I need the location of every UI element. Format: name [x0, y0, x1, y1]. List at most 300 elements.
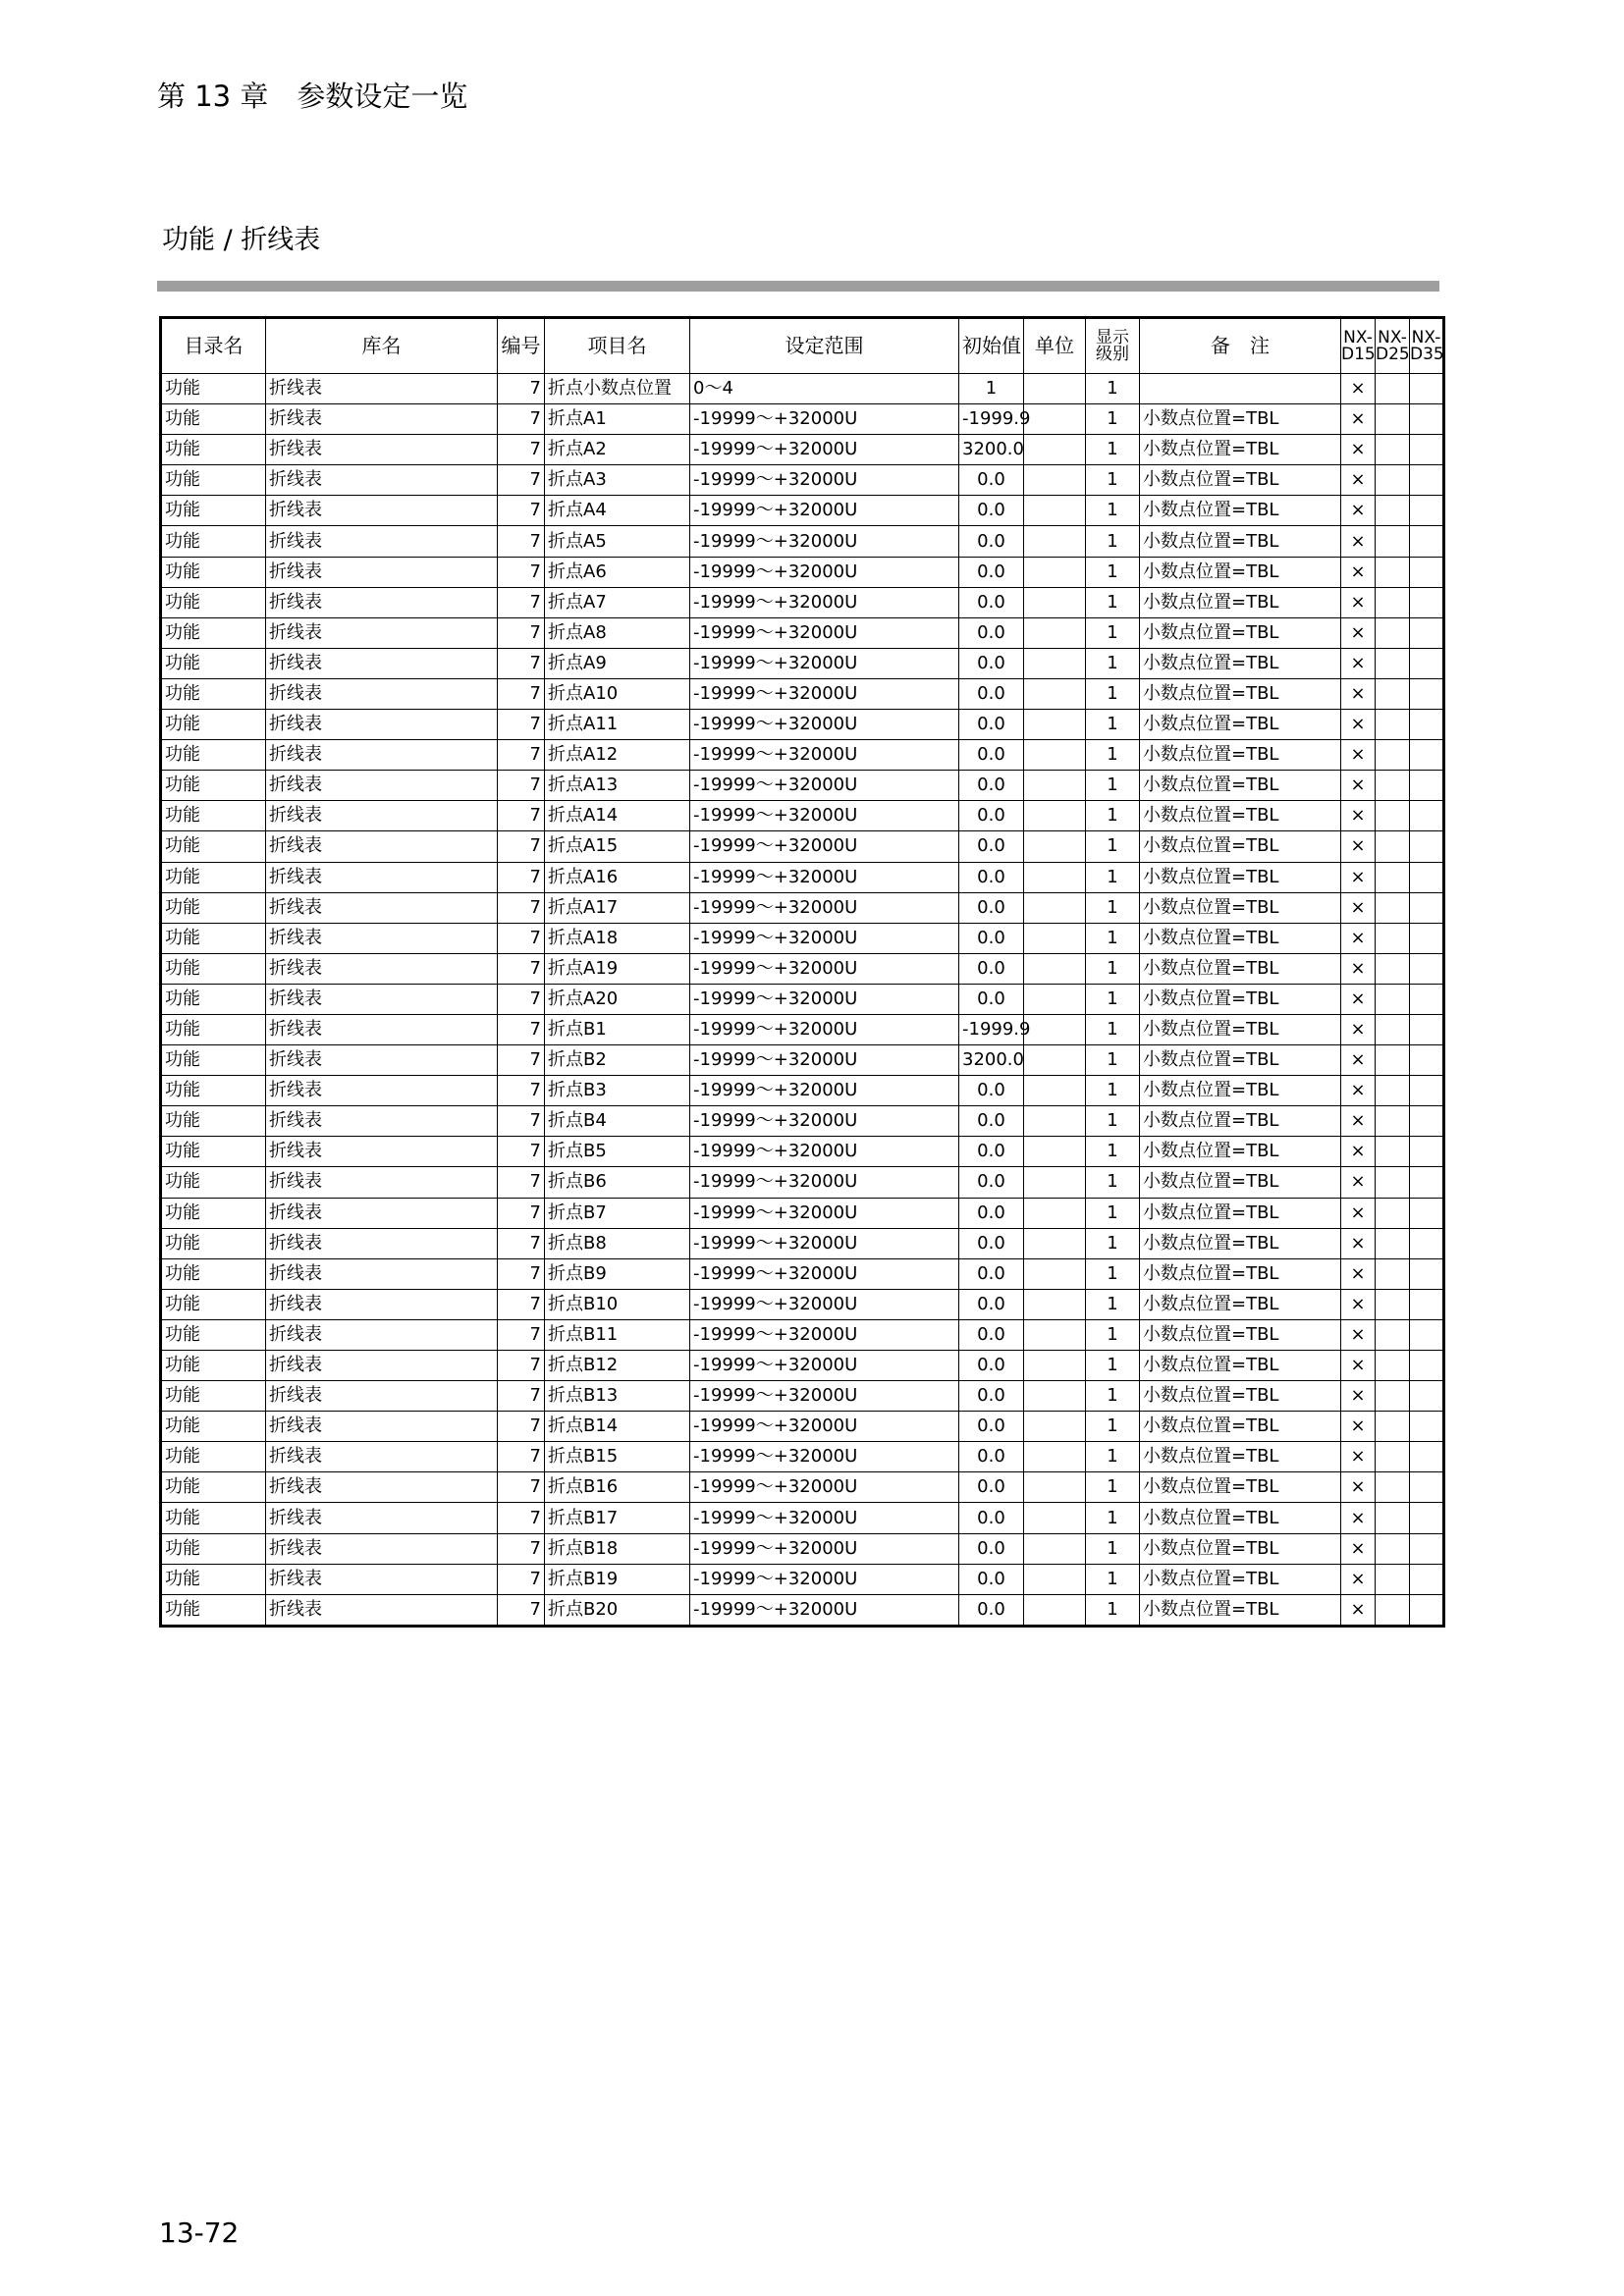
- cell-unit: [1024, 1533, 1086, 1564]
- cell-unit: [1024, 587, 1086, 617]
- cell-nx-d15: ×: [1341, 1076, 1376, 1106]
- cell-nx-d35: [1410, 465, 1444, 496]
- cell-nx-d35: [1410, 1564, 1444, 1594]
- cell-remarks: 小数点位置=TBL: [1140, 1014, 1341, 1044]
- cell-nx-d35: [1410, 1289, 1444, 1319]
- cell-remarks: 小数点位置=TBL: [1140, 1106, 1341, 1137]
- cell-item: 折点A5: [545, 526, 690, 557]
- cell-catalog: 功能: [161, 1014, 266, 1044]
- cell-unit: [1024, 1076, 1086, 1106]
- cell-nx-d35: [1410, 678, 1444, 709]
- cell-unit: [1024, 404, 1086, 435]
- cell-nx-d35: [1410, 953, 1444, 984]
- cell-nx-d35: [1410, 1014, 1444, 1044]
- cell-item: 折点A11: [545, 710, 690, 740]
- table-row: [161, 801, 1444, 831]
- cell-initial: 0.0: [959, 1351, 1024, 1381]
- cell-range: -19999～+32000U: [690, 435, 959, 465]
- cell-remarks: 小数点位置=TBL: [1140, 1442, 1341, 1472]
- cell-item: 折点B1: [545, 1014, 690, 1044]
- cell-nx-d15: ×: [1341, 1198, 1376, 1228]
- cell-number: 7: [498, 1167, 545, 1198]
- cell-nx-d25: [1376, 1442, 1410, 1472]
- cell-display-level: 1: [1086, 374, 1140, 404]
- cell-item: 折点B8: [545, 1228, 690, 1258]
- cell-nx-d15: ×: [1341, 1319, 1376, 1350]
- cell-unit: [1024, 710, 1086, 740]
- cell-item: 折点B7: [545, 1198, 690, 1228]
- cell-number: 7: [498, 404, 545, 435]
- cell-nx-d15: ×: [1341, 1014, 1376, 1044]
- cell-catalog: 功能: [161, 801, 266, 831]
- cell-nx-d15: ×: [1341, 892, 1376, 923]
- cell-display-level: 1: [1086, 1045, 1140, 1076]
- cell-nx-d35: [1410, 1503, 1444, 1533]
- table-row: [161, 1167, 1444, 1198]
- cell-initial: 0.0: [959, 710, 1024, 740]
- cell-nx-d25: [1376, 1228, 1410, 1258]
- cell-catalog: 功能: [161, 740, 266, 771]
- cell-number: 7: [498, 496, 545, 526]
- cell-display-level: 1: [1086, 1442, 1140, 1472]
- cell-catalog: 功能: [161, 557, 266, 587]
- cell-item: 折点A10: [545, 678, 690, 709]
- table-row: [161, 678, 1444, 709]
- cell-number: 7: [498, 953, 545, 984]
- cell-nx-d25: [1376, 923, 1410, 953]
- cell-item: 折点A3: [545, 465, 690, 496]
- cell-unit: [1024, 862, 1086, 892]
- table-row: [161, 892, 1444, 923]
- cell-initial: 0.0: [959, 1594, 1024, 1626]
- cell-nx-d35: [1410, 1258, 1444, 1289]
- cell-catalog: 功能: [161, 1076, 266, 1106]
- cell-unit: [1024, 617, 1086, 648]
- cell-item: 折点B11: [545, 1319, 690, 1350]
- cell-unit: [1024, 557, 1086, 587]
- cell-number: 7: [498, 1106, 545, 1137]
- cell-display-level: 1: [1086, 1014, 1140, 1044]
- cell-item: 折点A6: [545, 557, 690, 587]
- cell-remarks: 小数点位置=TBL: [1140, 710, 1341, 740]
- table-row: [161, 953, 1444, 984]
- cell-item: 折点A19: [545, 953, 690, 984]
- cell-range: -19999～+32000U: [690, 892, 959, 923]
- cell-range: -19999～+32000U: [690, 587, 959, 617]
- cell-number: 7: [498, 710, 545, 740]
- cell-nx-d35: [1410, 1381, 1444, 1412]
- cell-unit: [1024, 374, 1086, 404]
- cell-remarks: [1140, 374, 1341, 404]
- cell-catalog: 功能: [161, 587, 266, 617]
- cell-item: 折点A12: [545, 740, 690, 771]
- cell-display-level: 1: [1086, 1381, 1140, 1412]
- cell-nx-d35: [1410, 710, 1444, 740]
- cell-range: -19999～+32000U: [690, 771, 959, 801]
- cell-catalog: 功能: [161, 404, 266, 435]
- cell-nx-d35: [1410, 374, 1444, 404]
- cell-catalog: 功能: [161, 892, 266, 923]
- cell-item: 折点A13: [545, 771, 690, 801]
- table-row: [161, 1351, 1444, 1381]
- cell-remarks: 小数点位置=TBL: [1140, 1258, 1341, 1289]
- cell-unit: [1024, 1106, 1086, 1137]
- cell-range: -19999～+32000U: [690, 1137, 959, 1167]
- cell-remarks: 小数点位置=TBL: [1140, 1319, 1341, 1350]
- cell-nx-d35: [1410, 1045, 1444, 1076]
- cell-initial: 0.0: [959, 526, 1024, 557]
- cell-number: 7: [498, 557, 545, 587]
- cell-nx-d25: [1376, 587, 1410, 617]
- cell-catalog: 功能: [161, 648, 266, 678]
- cell-nx-d35: [1410, 1228, 1444, 1258]
- cell-range: -19999～+32000U: [690, 1381, 959, 1412]
- cell-catalog: 功能: [161, 678, 266, 709]
- cell-nx-d35: [1410, 1412, 1444, 1442]
- cell-remarks: 小数点位置=TBL: [1140, 1137, 1341, 1167]
- col-header-nx-d25: NX- D25: [1376, 318, 1410, 374]
- cell-display-level: 1: [1086, 1258, 1140, 1289]
- cell-nx-d35: [1410, 892, 1444, 923]
- table-row: [161, 374, 1444, 404]
- cell-nx-d35: [1410, 831, 1444, 862]
- cell-unit: [1024, 1381, 1086, 1412]
- cell-library: 折线表: [266, 678, 498, 709]
- cell-display-level: 1: [1086, 1319, 1140, 1350]
- col-header-library: 库名: [266, 318, 498, 374]
- cell-range: -19999～+32000U: [690, 1594, 959, 1626]
- cell-initial: 1: [959, 374, 1024, 404]
- cell-initial: 0.0: [959, 617, 1024, 648]
- cell-range: -19999～+32000U: [690, 557, 959, 587]
- cell-unit: [1024, 1412, 1086, 1442]
- cell-range: -19999～+32000U: [690, 710, 959, 740]
- cell-remarks: 小数点位置=TBL: [1140, 862, 1341, 892]
- cell-nx-d15: ×: [1341, 557, 1376, 587]
- cell-library: 折线表: [266, 892, 498, 923]
- parameter-table: [159, 316, 1445, 1628]
- cell-display-level: 1: [1086, 404, 1140, 435]
- table-row: [161, 496, 1444, 526]
- cell-nx-d25: [1376, 1167, 1410, 1198]
- cell-library: 折线表: [266, 374, 498, 404]
- cell-nx-d15: ×: [1341, 1564, 1376, 1594]
- cell-nx-d15: ×: [1341, 1228, 1376, 1258]
- cell-library: 折线表: [266, 465, 498, 496]
- cell-range: -19999～+32000U: [690, 1167, 959, 1198]
- cell-initial: 0.0: [959, 923, 1024, 953]
- col-header-remarks: 备 注: [1140, 318, 1341, 374]
- cell-unit: [1024, 678, 1086, 709]
- cell-nx-d25: [1376, 404, 1410, 435]
- cell-nx-d15: ×: [1341, 801, 1376, 831]
- cell-nx-d15: ×: [1341, 526, 1376, 557]
- cell-catalog: 功能: [161, 374, 266, 404]
- cell-number: 7: [498, 923, 545, 953]
- cell-unit: [1024, 1442, 1086, 1472]
- cell-unit: [1024, 1289, 1086, 1319]
- cell-catalog: 功能: [161, 1045, 266, 1076]
- cell-number: 7: [498, 648, 545, 678]
- cell-item: 折点B16: [545, 1472, 690, 1503]
- cell-unit: [1024, 1594, 1086, 1626]
- cell-nx-d25: [1376, 1045, 1410, 1076]
- cell-nx-d35: [1410, 771, 1444, 801]
- cell-catalog: 功能: [161, 1258, 266, 1289]
- cell-library: 折线表: [266, 1289, 498, 1319]
- cell-unit: [1024, 740, 1086, 771]
- cell-nx-d35: [1410, 1351, 1444, 1381]
- cell-unit: [1024, 1472, 1086, 1503]
- cell-library: 折线表: [266, 526, 498, 557]
- cell-library: 折线表: [266, 862, 498, 892]
- cell-remarks: 小数点位置=TBL: [1140, 984, 1341, 1014]
- cell-number: 7: [498, 526, 545, 557]
- cell-initial: 0.0: [959, 1167, 1024, 1198]
- cell-unit: [1024, 1167, 1086, 1198]
- cell-item: 折点A20: [545, 984, 690, 1014]
- cell-remarks: 小数点位置=TBL: [1140, 1076, 1341, 1106]
- cell-range: -19999～+32000U: [690, 831, 959, 862]
- cell-nx-d25: [1376, 1472, 1410, 1503]
- table-row: [161, 862, 1444, 892]
- cell-catalog: 功能: [161, 617, 266, 648]
- cell-item: 折点A1: [545, 404, 690, 435]
- table-row: [161, 404, 1444, 435]
- table-row: [161, 923, 1444, 953]
- table-row: [161, 1045, 1444, 1076]
- cell-range: -19999～+32000U: [690, 648, 959, 678]
- cell-catalog: 功能: [161, 1442, 266, 1472]
- cell-display-level: 1: [1086, 435, 1140, 465]
- cell-initial: 0.0: [959, 1442, 1024, 1472]
- cell-catalog: 功能: [161, 1137, 266, 1167]
- cell-catalog: 功能: [161, 1564, 266, 1594]
- table-row: [161, 1289, 1444, 1319]
- cell-item: 折点B17: [545, 1503, 690, 1533]
- cell-unit: [1024, 1258, 1086, 1289]
- table-row: [161, 617, 1444, 648]
- cell-display-level: 1: [1086, 1351, 1140, 1381]
- cell-library: 折线表: [266, 740, 498, 771]
- cell-remarks: 小数点位置=TBL: [1140, 1412, 1341, 1442]
- cell-number: 7: [498, 1351, 545, 1381]
- cell-nx-d25: [1376, 1594, 1410, 1626]
- cell-initial: 0.0: [959, 678, 1024, 709]
- cell-nx-d15: ×: [1341, 1503, 1376, 1533]
- cell-nx-d25: [1376, 678, 1410, 709]
- cell-library: 折线表: [266, 1381, 498, 1412]
- table-row: [161, 1106, 1444, 1137]
- cell-nx-d35: [1410, 1167, 1444, 1198]
- cell-unit: [1024, 892, 1086, 923]
- cell-nx-d25: [1376, 435, 1410, 465]
- cell-number: 7: [498, 1381, 545, 1412]
- cell-item: 折点B5: [545, 1137, 690, 1167]
- cell-unit: [1024, 1564, 1086, 1594]
- cell-range: 0～4: [690, 374, 959, 404]
- section-divider: [157, 281, 1439, 292]
- cell-unit: [1024, 1319, 1086, 1350]
- cell-initial: 0.0: [959, 1381, 1024, 1412]
- cell-library: 折线表: [266, 1076, 498, 1106]
- cell-remarks: 小数点位置=TBL: [1140, 1381, 1341, 1412]
- cell-unit: [1024, 1014, 1086, 1044]
- cell-item: 折点小数点位置: [545, 374, 690, 404]
- cell-initial: 0.0: [959, 1137, 1024, 1167]
- cell-library: 折线表: [266, 953, 498, 984]
- col-header-item: 项目名: [545, 318, 690, 374]
- cell-display-level: 1: [1086, 678, 1140, 709]
- cell-range: -19999～+32000U: [690, 801, 959, 831]
- cell-remarks: 小数点位置=TBL: [1140, 435, 1341, 465]
- cell-unit: [1024, 1228, 1086, 1258]
- cell-display-level: 1: [1086, 648, 1140, 678]
- cell-range: -19999～+32000U: [690, 923, 959, 953]
- table-row: [161, 1412, 1444, 1442]
- cell-nx-d15: ×: [1341, 648, 1376, 678]
- cell-initial: 0.0: [959, 953, 1024, 984]
- cell-nx-d25: [1376, 526, 1410, 557]
- cell-library: 折线表: [266, 1442, 498, 1472]
- cell-item: 折点B9: [545, 1258, 690, 1289]
- table-row: [161, 1137, 1444, 1167]
- cell-library: 折线表: [266, 923, 498, 953]
- cell-display-level: 1: [1086, 557, 1140, 587]
- cell-nx-d25: [1376, 1351, 1410, 1381]
- cell-library: 折线表: [266, 1045, 498, 1076]
- table-row: [161, 465, 1444, 496]
- cell-range: -19999～+32000U: [690, 1503, 959, 1533]
- cell-remarks: 小数点位置=TBL: [1140, 557, 1341, 587]
- cell-initial: 0.0: [959, 648, 1024, 678]
- cell-remarks: 小数点位置=TBL: [1140, 587, 1341, 617]
- cell-nx-d25: [1376, 831, 1410, 862]
- cell-unit: [1024, 1137, 1086, 1167]
- cell-nx-d15: ×: [1341, 617, 1376, 648]
- cell-display-level: 1: [1086, 801, 1140, 831]
- cell-nx-d15: ×: [1341, 923, 1376, 953]
- cell-nx-d15: ×: [1341, 1442, 1376, 1472]
- cell-remarks: 小数点位置=TBL: [1140, 617, 1341, 648]
- cell-number: 7: [498, 862, 545, 892]
- cell-nx-d25: [1376, 801, 1410, 831]
- cell-number: 7: [498, 1076, 545, 1106]
- cell-nx-d35: [1410, 1533, 1444, 1564]
- cell-display-level: 1: [1086, 1564, 1140, 1594]
- cell-nx-d15: ×: [1341, 710, 1376, 740]
- cell-nx-d25: [1376, 617, 1410, 648]
- cell-nx-d15: ×: [1341, 1351, 1376, 1381]
- col-header-number: 编号: [498, 318, 545, 374]
- cell-remarks: 小数点位置=TBL: [1140, 1594, 1341, 1626]
- cell-library: 折线表: [266, 1258, 498, 1289]
- cell-unit: [1024, 801, 1086, 831]
- cell-nx-d15: ×: [1341, 1106, 1376, 1137]
- cell-library: 折线表: [266, 1594, 498, 1626]
- cell-nx-d25: [1376, 1258, 1410, 1289]
- cell-catalog: 功能: [161, 435, 266, 465]
- cell-library: 折线表: [266, 1533, 498, 1564]
- cell-display-level: 1: [1086, 1137, 1140, 1167]
- cell-nx-d35: [1410, 496, 1444, 526]
- cell-remarks: 小数点位置=TBL: [1140, 1289, 1341, 1319]
- cell-initial: 0.0: [959, 1564, 1024, 1594]
- cell-remarks: 小数点位置=TBL: [1140, 1167, 1341, 1198]
- cell-nx-d25: [1376, 892, 1410, 923]
- cell-initial: 0.0: [959, 1106, 1024, 1137]
- cell-library: 折线表: [266, 1228, 498, 1258]
- cell-remarks: 小数点位置=TBL: [1140, 1228, 1341, 1258]
- cell-number: 7: [498, 678, 545, 709]
- cell-remarks: 小数点位置=TBL: [1140, 1351, 1341, 1381]
- cell-initial: 3200.0: [959, 435, 1024, 465]
- cell-range: -19999～+32000U: [690, 1533, 959, 1564]
- table-row: [161, 1442, 1444, 1472]
- cell-range: -19999～+32000U: [690, 740, 959, 771]
- cell-range: -19999～+32000U: [690, 465, 959, 496]
- cell-remarks: 小数点位置=TBL: [1140, 1564, 1341, 1594]
- cell-item: 折点B6: [545, 1167, 690, 1198]
- cell-item: 折点A4: [545, 496, 690, 526]
- cell-item: 折点B13: [545, 1381, 690, 1412]
- cell-initial: -1999.9: [959, 1014, 1024, 1044]
- cell-nx-d35: [1410, 526, 1444, 557]
- cell-number: 7: [498, 771, 545, 801]
- cell-remarks: 小数点位置=TBL: [1140, 801, 1341, 831]
- cell-remarks: 小数点位置=TBL: [1140, 953, 1341, 984]
- cell-nx-d15: ×: [1341, 1045, 1376, 1076]
- cell-nx-d15: ×: [1341, 1167, 1376, 1198]
- cell-initial: 0.0: [959, 1319, 1024, 1350]
- cell-number: 7: [498, 1503, 545, 1533]
- cell-display-level: 1: [1086, 1503, 1140, 1533]
- cell-catalog: 功能: [161, 526, 266, 557]
- cell-catalog: 功能: [161, 465, 266, 496]
- cell-nx-d35: [1410, 435, 1444, 465]
- cell-remarks: 小数点位置=TBL: [1140, 831, 1341, 862]
- cell-nx-d15: ×: [1341, 1472, 1376, 1503]
- cell-display-level: 1: [1086, 831, 1140, 862]
- table-row: [161, 587, 1444, 617]
- cell-item: 折点B2: [545, 1045, 690, 1076]
- cell-range: -19999～+32000U: [690, 1198, 959, 1228]
- cell-nx-d25: [1376, 1289, 1410, 1319]
- cell-nx-d15: ×: [1341, 1412, 1376, 1442]
- cell-number: 7: [498, 801, 545, 831]
- cell-nx-d25: [1376, 710, 1410, 740]
- cell-library: 折线表: [266, 1014, 498, 1044]
- cell-nx-d15: ×: [1341, 465, 1376, 496]
- cell-nx-d15: ×: [1341, 984, 1376, 1014]
- table-row: [161, 1503, 1444, 1533]
- cell-display-level: 1: [1086, 740, 1140, 771]
- cell-nx-d15: ×: [1341, 1289, 1376, 1319]
- cell-nx-d35: [1410, 923, 1444, 953]
- cell-remarks: 小数点位置=TBL: [1140, 892, 1341, 923]
- cell-display-level: 1: [1086, 496, 1140, 526]
- table-row: [161, 1076, 1444, 1106]
- cell-number: 7: [498, 1198, 545, 1228]
- cell-unit: [1024, 953, 1086, 984]
- cell-item: 折点A18: [545, 923, 690, 953]
- cell-unit: [1024, 923, 1086, 953]
- cell-library: 折线表: [266, 496, 498, 526]
- cell-number: 7: [498, 435, 545, 465]
- cell-library: 折线表: [266, 1412, 498, 1442]
- cell-range: -19999～+32000U: [690, 862, 959, 892]
- cell-catalog: 功能: [161, 1503, 266, 1533]
